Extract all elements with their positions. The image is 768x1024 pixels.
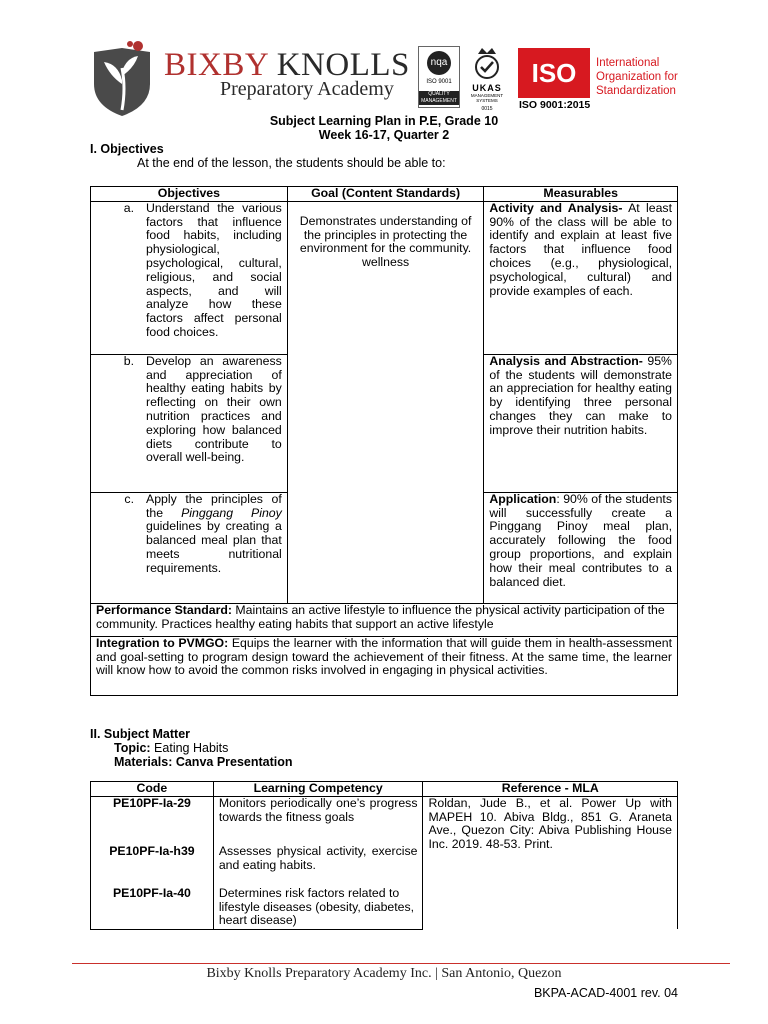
- objective-text: Understand the various factors that influence food habits, including physiological, psychological, cultural, religious, and social aspects, and will analyze how these factors affect personal food choices.: [146, 200, 282, 339]
- objective-cell: [91, 492, 288, 603]
- table-row: [91, 636, 678, 695]
- table-row: [91, 201, 678, 354]
- footer-divider: [72, 963, 730, 964]
- code-cell: PE10PF-Ia-h39: [91, 845, 214, 887]
- table-row: [91, 603, 678, 636]
- objectives-table: [90, 186, 678, 696]
- iso-organization-name: International Organization for Standardization: [596, 57, 678, 97]
- footer-text: Bixby Knolls Preparatory Academy Inc. | San Antonio, Quezon: [206, 966, 562, 981]
- measurable-cell: Analysis and Abstraction- 95% of the students will demonstrate an appreciation for healthy eating by identifying three personal changes they can make to improve their nutrition habits.: [484, 354, 678, 492]
- column-header: Objectives: [91, 187, 288, 202]
- goal-cell: [287, 201, 484, 603]
- objective-cell: [91, 354, 288, 492]
- competency-table: [90, 781, 678, 930]
- goal-text: Demonstrates understanding of the principles in protecting the environment for the community.: [299, 213, 472, 256]
- objective-text: Develop an awareness and appreciation of healthy eating habits by reflecting on their own nutrition practices and exploring how balanced diets contribute to overall well-being.: [146, 353, 282, 465]
- document-subtitle: Week 16-17, Quarter 2: [318, 128, 450, 142]
- table-header-row: [91, 782, 678, 797]
- competency-cell: Monitors periodically one’s progress towards the fitness goals: [213, 796, 423, 845]
- measurable-cell: Application: 90% of the students will successfully create a Pinggang Pinoy meal plan, accurately following the food group proportions, and explain how their meal contributes to a balanced diet.: [484, 492, 678, 603]
- list-marker: b.: [123, 353, 134, 368]
- brand-name: BIXBY KNOLLS: [164, 47, 410, 83]
- brand-subtitle: Preparatory Academy: [220, 78, 394, 100]
- document-number: BKPA-ACAD-4001 rev. 04: [533, 986, 678, 1000]
- objectives-intro: At the end of the lesson, the students should be able to:: [137, 156, 446, 170]
- subject-matter-heading: II. Subject Matter: [90, 727, 191, 741]
- nqa-certification-badge: nqa ISO 9001 QUALITY MANAGEMENT: [418, 46, 460, 108]
- list-marker: c.: [124, 491, 134, 506]
- goal-extra: wellness: [361, 255, 410, 270]
- measurable-cell: Activity and Analysis- At least 90% of the class will be able to identify and explain at least five factors that influence food choices (e.g., physiological, psychological, cultural) and provide examples of each.: [484, 201, 678, 354]
- column-header: Code: [91, 782, 214, 797]
- school-logo: [92, 40, 152, 118]
- reference-cell: Roldan, Jude B., et al. Power Up with MAPEH 10. Abiva Bldg., 851 G. Araneta Ave., Quezon City: Abiva Publishing House Inc. 2019. 48-53. Print.: [423, 796, 678, 929]
- code-cell: PE10PF-Ia-29: [91, 796, 214, 845]
- column-header: Measurables: [484, 187, 678, 202]
- ukas-certification-badge: UKAS MANAGEMENT SYSTEMS 0015: [464, 46, 510, 108]
- column-header: Goal (Content Standards): [287, 187, 484, 202]
- objective-cell: [91, 201, 288, 354]
- list-marker: a.: [123, 200, 134, 215]
- iso-standard-label: ISO 9001:2015: [519, 99, 591, 111]
- code-cell: PE10PF-Ia-40: [91, 887, 214, 930]
- column-header: Reference - MLA: [423, 782, 678, 797]
- crown-check-icon: [464, 46, 510, 80]
- document-title: Subject Learning Plan in P.E, Grade 10: [269, 114, 499, 128]
- objective-text: Apply the principles of the Pinggang Pinoy guidelines by creating a balanced meal plan that meets nutritional requirements.: [146, 491, 282, 575]
- competency-cell: Determines risk factors related to lifestyle diseases (obesity, diabetes, heart disease): [213, 887, 423, 930]
- objectives-heading: I. Objectives: [90, 142, 164, 156]
- column-header: Learning Competency: [213, 782, 423, 797]
- materials-line: Materials: Canva Presentation: [114, 755, 293, 769]
- table-header-row: [91, 187, 678, 202]
- iso-badge: ISO: [518, 48, 590, 98]
- performance-standard-cell: Performance Standard: Maintains an active lifestyle to influence the physical activity participation of the community. Practices healthy eating habits that support an active lifestyle: [91, 603, 678, 636]
- table-row: [91, 796, 678, 845]
- competency-cell: Assesses physical activity, exercise and eating habits.: [213, 845, 423, 887]
- topic-line: Topic: Eating Habits: [114, 741, 229, 755]
- integration-cell: Integration to PVMGO: Equips the learner with the information that will guide them in health-assessment and goal-setting to program design toward the achievement of their fitness. At the same time, the learner will know how to avoid the common risks involved in engaging in physical activities.: [91, 636, 678, 695]
